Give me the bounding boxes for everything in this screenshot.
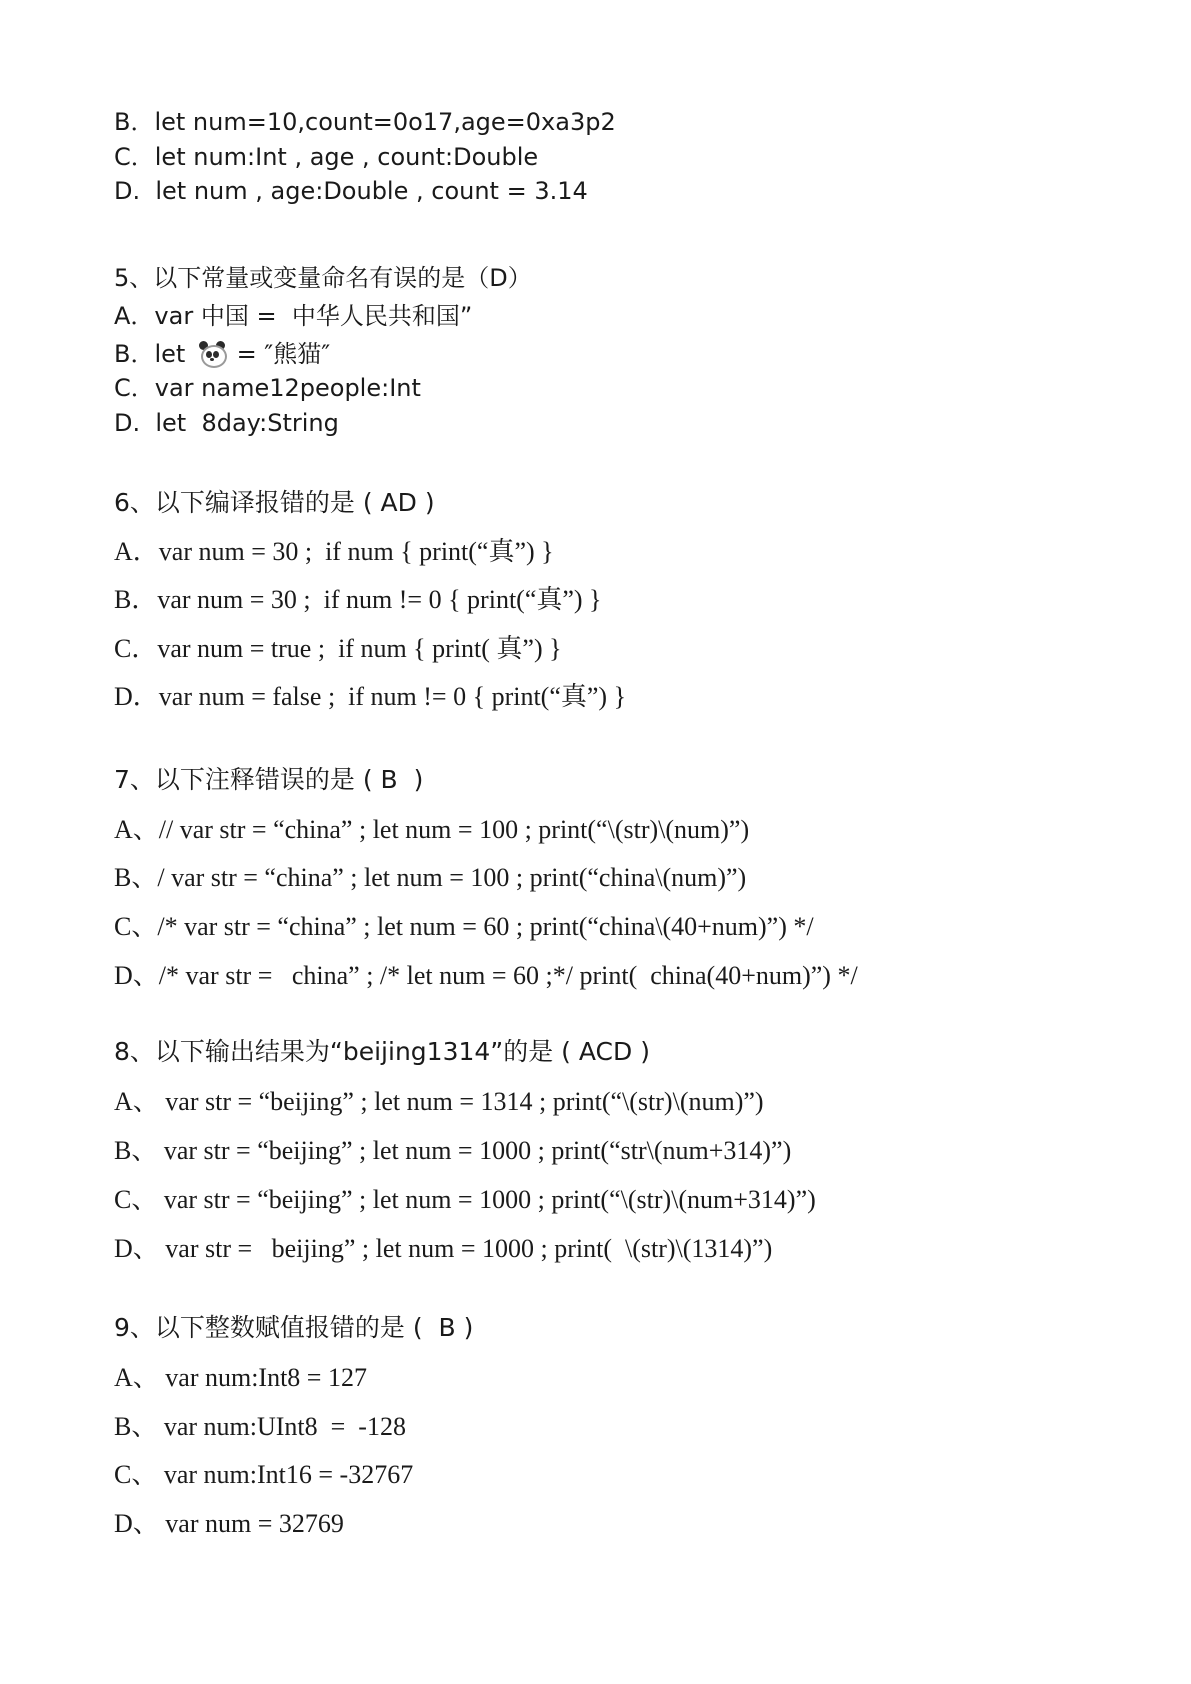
q5-question: 5、以下常量或变量命名有误的是（D） [114,264,532,292]
q6-option-c: C．var num = true ; if num { print( 真”) } [114,634,562,663]
q5-option-b-suffix: = ″熊猫″ [228,340,331,368]
q7-option-b: B、/ var str = “china” ; let num = 100 ; print(“china\(num)”) [114,863,747,892]
q9-question: 9、以下整数赋值报错的是 ( B ) [114,1313,474,1342]
q5-option-c: C．var name12people:Int [114,374,421,402]
q5-option-a: A．var 中国 = 中华人民共和国” [114,302,473,330]
q7-option-a: A、// var str = “china” ; let num = 100 ; print(“\(str)\(num)”) [114,815,750,844]
q5-option-b [114,340,330,366]
q4-option-c: C．let num:Int , age , count:Double [114,143,539,171]
q8-option-c: C、 var str = “beijing” ; let num = 1000 ; print(“\(str)\(num+314)”) [114,1185,816,1214]
q8-option-a: A、 var str = “beijing” ; let num = 1314 ; print(“\(str)\(num)”) [114,1087,764,1116]
q9-option-d: D、 var num = 32769 [114,1509,344,1538]
q7-option-c: C、/* var str = “china” ; let num = 60 ; print(“china\(40+num)”) */ [114,912,814,941]
q5-option-d: D. let 8day:String [114,409,339,437]
q6-option-b: B．var num = 30 ; if num != 0 { print(“真”) } [114,585,602,614]
q6-question: 6、以下编译报错的是 ( AD ) [114,488,435,517]
q9-option-b: B、 var num:UInt8 = -128 [114,1412,406,1441]
q4-option-b: B．let num=10,count=0o17,age=0xa3p2 [114,108,616,136]
q6-option-d: D．var num = false ; if num != 0 { print(“真”) } [114,682,627,711]
q9-option-c: C、 var num:Int16 = -32767 [114,1460,414,1489]
q7-option-d: D、/* var str = china” ; /* let num = 60 ;*/ print( china(40+num)”) */ [114,961,858,990]
q4-option-d: D. let num , age:Double , count = 3.14 [114,177,588,205]
q8-question: 8、以下输出结果为“beijing1314”的是 ( ACD ) [114,1037,650,1066]
q5-option-b-prefix: B．let [114,340,193,368]
q8-option-d: D、 var str = beijing” ; let num = 1000 ; print( \(str)\(1314)”) [114,1234,773,1263]
q8-option-b: B、 var str = “beijing” ; let num = 1000 ; print(“str\(num+314)”) [114,1136,792,1165]
q6-option-a: A．var num = 30 ; if num { print(“真”) } [114,537,554,566]
q7-question: 7、以下注释错误的是 ( B ) [114,765,424,794]
q9-option-a: A、 var num:Int8 = 127 [114,1363,367,1392]
panda-face-icon [197,340,227,366]
